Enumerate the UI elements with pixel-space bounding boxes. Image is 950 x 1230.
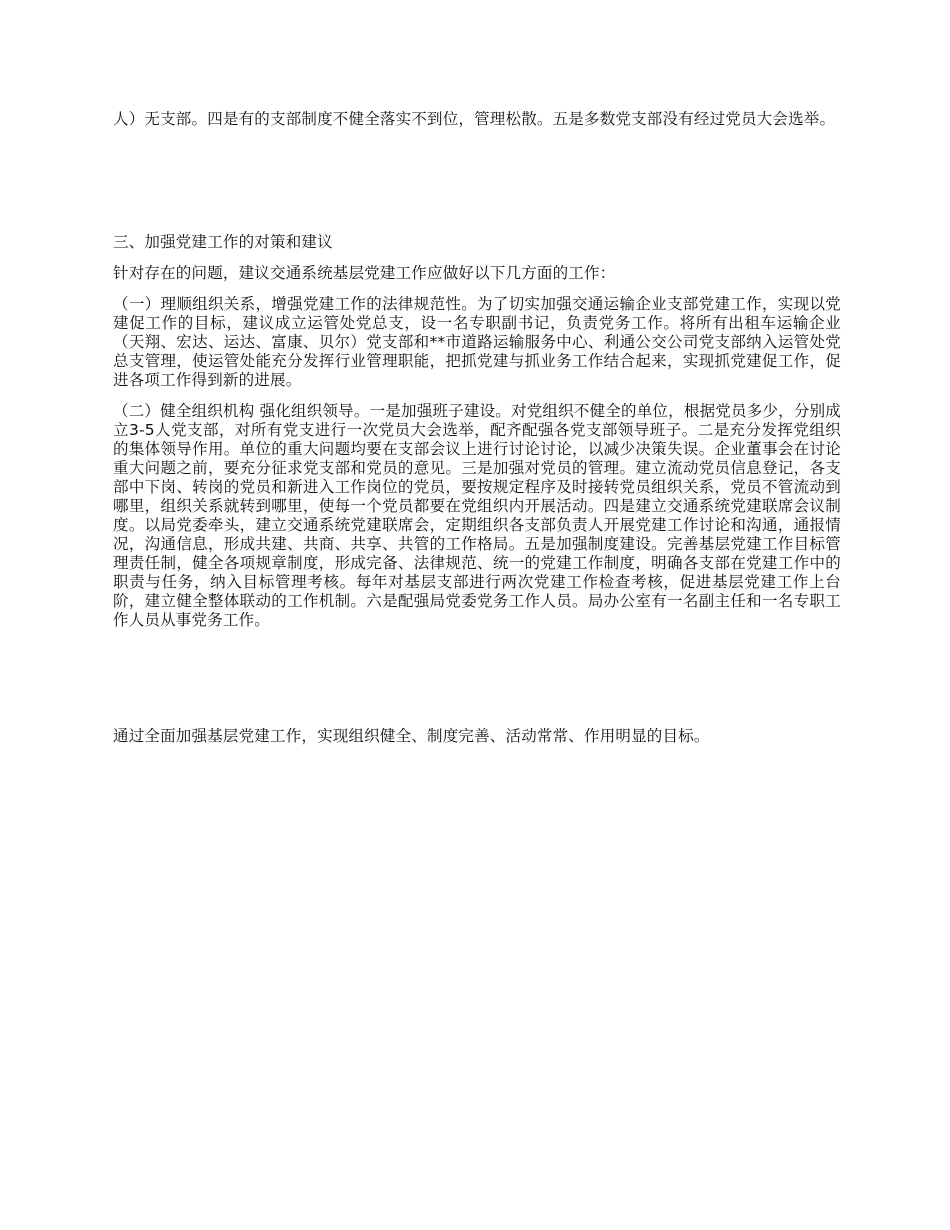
document-page [113, 110, 841, 746]
closing-paragraph: 通过全面加强基层党建工作，实现组织健全、制度完善、活动常常、作用明显的目标。 [113, 727, 710, 745]
paragraph-continuation: 人）无支部。四是有的支部制度不健全落实不到位，管理松散。五是多数党支部没有经过党员大会选举。 [113, 110, 836, 128]
intro-paragraph: 针对存在的问题，建议交通系统基层党建工作应做好以下几方面的工作： [113, 264, 616, 282]
item-2-paragraph: （二）健全组织机构 强化组织领导。一是加强班子建设。对党组织不健全的单位，根据党员多少，分别成立3-5人党支部，对所有党支进行一次党员大会选举，配齐配强各党支部领导班子。二是充分发挥党组织的集体领导作用。单位的重大问题均要在支部会议上进行讨论讨论，以减少决策失误。企业董事会在讨论重大问题之前，要充分征求党支部和党员的意见。三是加强对党员的管理。建立流动党员信息登记，各支部中下岗、转岗的党员和新进入工作岗位的党员，要按规定程序及时接转党员组织关系，党员不管流动到哪里，组织关系就转到哪里，使每一个党员都要在党组织内开展活动。四是建立交通系统党建联席会议制度。以局党委牵头，建立交通系统党建联席会，定期组织各支部负责人开展党建工作讨论和沟通，通报情况，沟通信息，形成共建、共商、共享、共管的工作格局。五是加强制度建设。完善基层党建工作目标管理责任制，健全各项规章制度，形成完备、法律规范、统一的党建工作制度，明确各支部在党建工作中的职责与任务，纳入目标管理考核。每年对基层支部进行两次党建工作检查考核，促进基层党建工作上台阶，建立健全整体联动的工作机制。六是配强局党委党务工作人员。局办公室有一名副主任和一名专职工作人员从事党务工作。 [113, 402, 841, 629]
section-heading: 三、加强党建工作的对策和建议 [113, 233, 333, 251]
item-1-paragraph: （一）理顺组织关系，增强党建工作的法律规范性。为了切实加强交通运输企业支部党建工作，实现以党建促工作的目标，建议成立运管处党总支，设一名专职副书记，负责党务工作。将所有出租车运输企业（天翔、宏达、运达、富康、贝尔）党支部和**市道路运输服务中心、利通公交公司党支部纳入运管处党总支管理，使运管处能充分发挥行业管理职能，把抓党建与抓业务工作结合起来，实现抓党建促工作，促进各项工作得到新的进展。 [113, 295, 841, 389]
